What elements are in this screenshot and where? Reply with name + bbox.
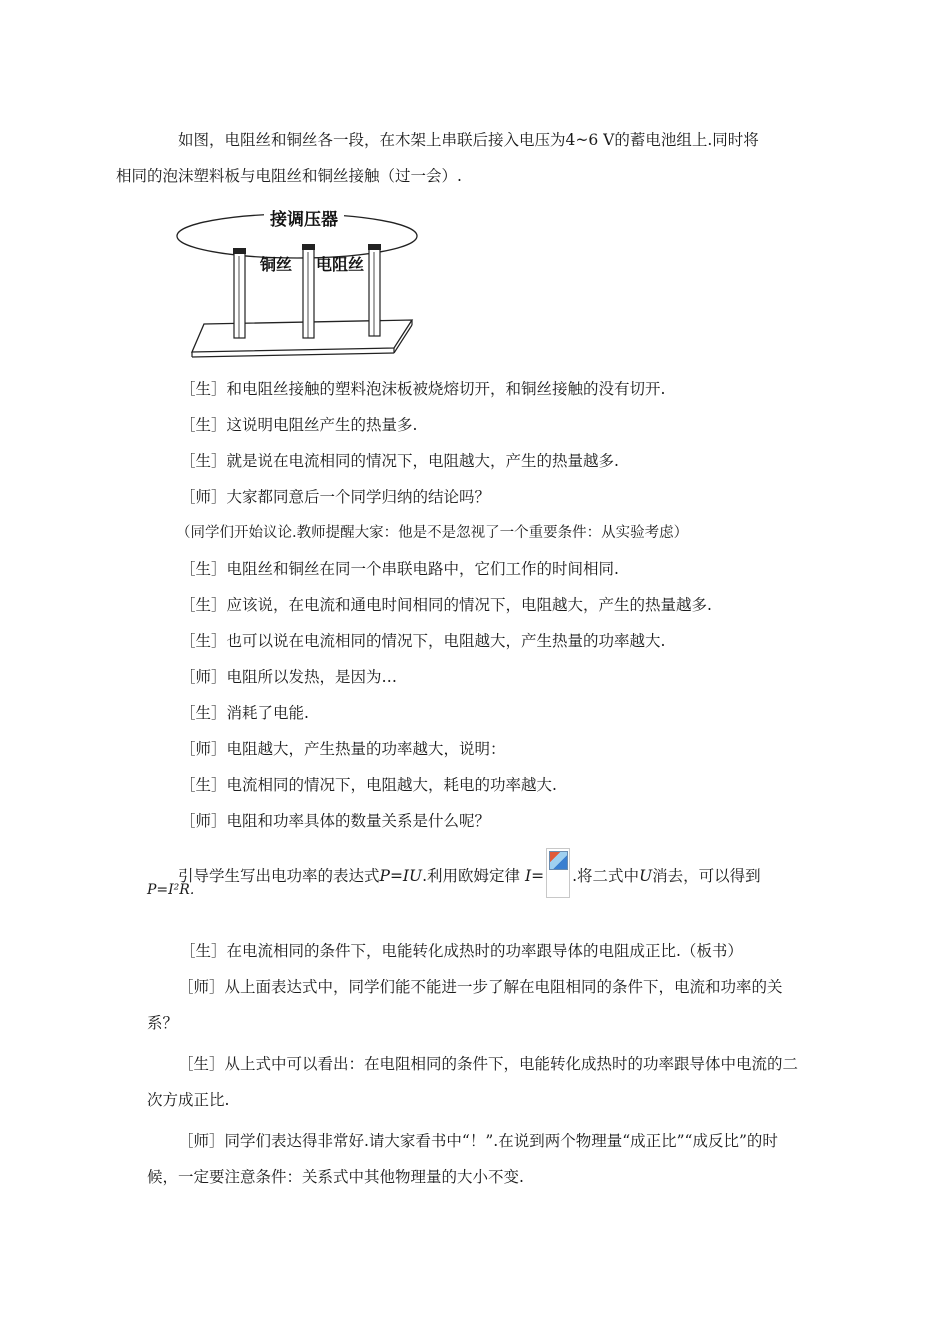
variable-u: U [639,867,653,885]
dialogue-line-7: ［生］应该说，在电流和通电时间相同的情况下，电阻越大，产生的热量越多. [180,596,712,614]
closing-paragraph-2: ［生］从上式中可以看出：在电阻相同的条件下，电能转化成热时的功率跟导体中电流的二次方成正比. [147,1055,799,1109]
label-regulator: 接调压器 [270,210,338,230]
label-copper-wire: 铜丝 [260,255,293,274]
dialogue-line-2: ［生］这说明电阻丝产生的热量多. [180,416,418,434]
intro-paragraph [116,122,807,194]
formula-ohm: I= [525,867,545,885]
dialogue-line-12: ［生］电流相同的情况下，电阻越大，耗电的功率越大. [180,776,557,794]
dialogue-line-13: ［师］电阻和功率具体的数量关系是什么呢？ [180,812,491,830]
intro-line-1: 如图，电阻丝和铜丝各一段，在木架上串联后接入电压为4~6 V的蓄电池组上.同时将 [178,131,759,149]
formula-result: P=I²R. [147,882,195,898]
post-middle [302,244,315,338]
post-left [233,248,246,338]
dialogue-line-8: ［生］也可以说在电流相同的情况下，电阻越大，产生热量的功率越大. [180,632,666,650]
dialogue-line-9: ［师］电阻所以发热，是因为… [180,668,398,686]
dialogue-line-10: ［生］消耗了电能. [180,704,309,722]
dialogue-line-1: ［生］和电阻丝接触的塑料泡沫板被烧熔切开，和铜丝接触的没有切开. [180,380,666,398]
dialogue-line-5: （同学们开始议论.教师提醒大家：他是不是忽视了一个重要条件：从实验考虑） [176,525,689,541]
closing-line-1: ［生］在电流相同的条件下，电能转化成热时的功率跟导体的电阻成正比.（板书） [180,942,743,960]
intro-line-2: 相同的泡沫塑料板与电阻丝和铜丝接触（过一会）. [116,167,462,185]
closing-paragraph-3: ［师］同学们表达得非常好.请大家看书中“！”.在说到两个物理量“成正比”“成反比”的时候，一定要注意条件：关系式中其他物理量的大小不变. [147,1132,778,1186]
post-right [368,244,381,336]
closing-paragraph-1: ［师］从上面表达式中，同学们能不能进一步了解在电阻相同的条件下，电流和功率的关系？ [147,978,783,1032]
formula-paragraph: 引导学生写出电功率的表达式P=IU.利用欧姆定律 I= .将二式中U消去，可以得到 [178,852,798,902]
broken-image-icon [549,851,568,870]
experiment-diagram [176,200,420,364]
label-resistance-wire: 电阻丝 [316,255,365,274]
formula-power: P=IU [379,867,423,885]
dialogue-line-3: ［生］就是说在电流相同的情况下，电阻越大，产生的热量越多. [180,452,619,470]
dialogue-line-4: ［师］大家都同意后一个同学归纳的结论吗？ [180,488,491,506]
dialogue-line-6: ［生］电阻丝和铜丝在同一个串联电路中，它们工作的时间相同. [180,560,619,578]
dialogue-line-11: ［师］电阻越大，产生热量的功率越大，说明： [180,740,506,758]
